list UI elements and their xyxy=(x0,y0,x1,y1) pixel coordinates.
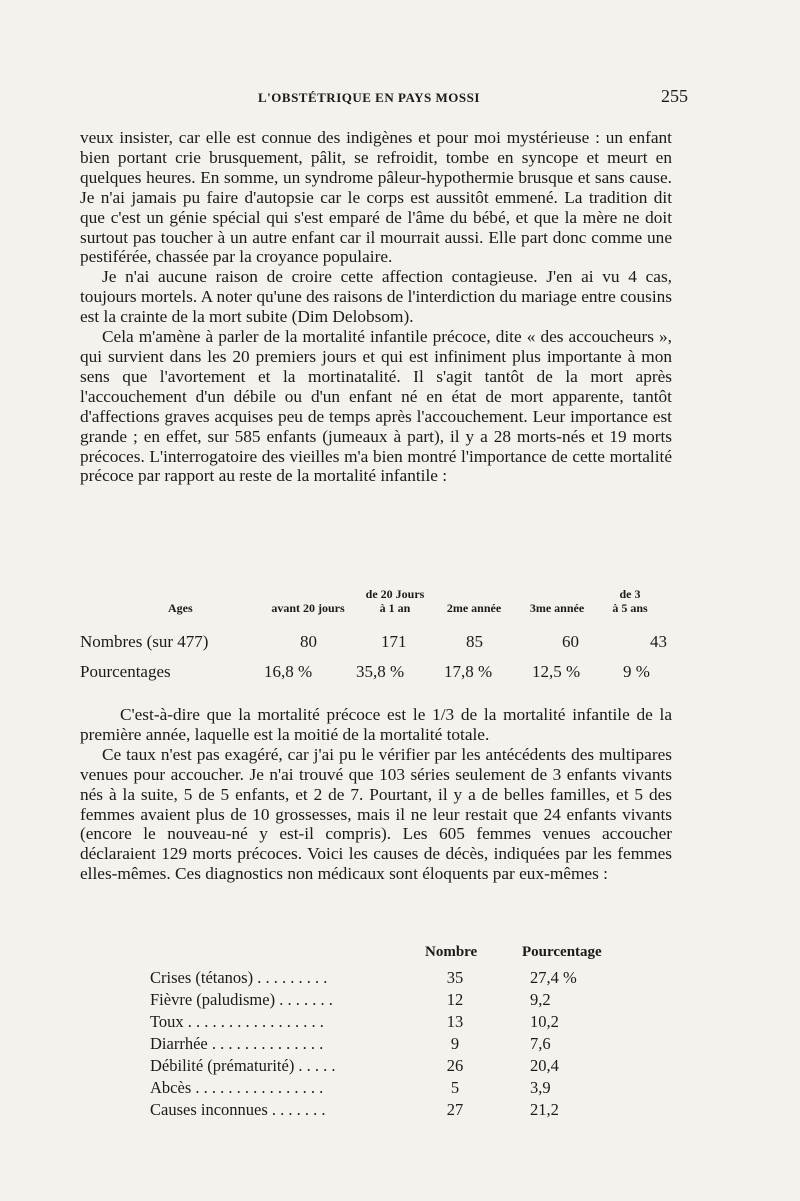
table-cell: 16,8 % xyxy=(264,662,313,681)
body-text-top xyxy=(80,128,672,486)
table-cell: 43 xyxy=(650,632,667,651)
row-label: Débilité (prématurité) . . . . . xyxy=(150,1056,336,1075)
table-cell: 171 xyxy=(381,632,407,651)
page-number: 255 xyxy=(661,86,688,106)
table-row xyxy=(150,1078,690,1098)
table-row xyxy=(150,1056,690,1076)
row-label: Abcès . . . . . . . . . . . . . . . . xyxy=(150,1078,324,1097)
table-cell: 60 xyxy=(562,632,579,651)
table-cell: 80 xyxy=(300,632,317,651)
row-label: Nombres (sur 477) xyxy=(80,632,209,651)
running-header xyxy=(80,86,688,110)
table-cell: 5 xyxy=(450,1078,460,1097)
table-column-header: 2me année xyxy=(446,601,502,615)
table-cell: 7,6 xyxy=(530,1034,551,1053)
paragraph: Cela m'amène à parler de la mortalité infantile précoce, dite « des accoucheurs », qui survient dans les 20 premiers jours et qui est infiniment plus importante à mon sens que l'avortement et la mortinatalité. Il s'agit tantôt de la mort après l'accouchement d'un débile ou d'un enfant né en état de mort apparente, tantôt d'affections graves acquises peu de temps après l'accouchement. Leur importance est grande ; en effet, sur 585 enfants (jumeaux à part), il y a 28 morts-nés et 19 morts précoces. L'interrogatoire des vieilles m'a bien montré l'importance de cette mortalité précoce par rapport au reste de la mortalité infantile : xyxy=(80,327,672,486)
paragraph: C'est-à-dire que la mortalité précoce est le 1/3 de la mortalité infantile de la première année, laquelle est la moitié de la mortalité totale. xyxy=(80,705,672,744)
paragraph: Je n'ai aucune raison de croire cette affection contagieuse. J'en ai vu 4 cas, toujours mortels. A noter qu'une des raisons de l'interdiction du mariage entre cousins est la crainte de la mort subite (Dim Delobsom). xyxy=(80,267,672,327)
table-row xyxy=(150,1012,690,1032)
table-cell: 12 xyxy=(446,990,464,1009)
row-label: Fièvre (paludisme) . . . . . . . xyxy=(150,990,333,1009)
table-cell: 20,4 xyxy=(530,1056,559,1075)
table-row xyxy=(150,1034,690,1054)
table-column-header: avant 20 jours xyxy=(271,601,345,615)
row-label: Causes inconnues . . . . . . . xyxy=(150,1100,326,1119)
table-row xyxy=(150,1100,690,1120)
table-column-header: 3me année xyxy=(529,601,585,615)
body-text-middle xyxy=(80,705,672,884)
table-cell: 85 xyxy=(466,632,483,651)
causes-of-death-table xyxy=(150,944,690,1124)
running-title: L'OBSTÉTRIQUE EN PAYS MOSSI xyxy=(258,90,480,105)
table-cell: 9,2 xyxy=(530,990,551,1009)
table-cell: 9 % xyxy=(623,662,650,681)
table-cell: 21,2 xyxy=(530,1100,559,1119)
table-row xyxy=(150,968,690,988)
table-cell: 35,8 % xyxy=(356,662,405,681)
paragraph: veux insister, car elle est connue des indigènes et pour moi mystérieuse : un enfant bien portant crie brusquement, pâlit, se refroidit, tombe en syncope et meurt en quelques heures. En somme, un syndrome pâleur-hypothermie brusque et sans cause. Je n'ai jamais pu faire d'autopsie car le corps est aussitôt emmené. La tradition dit que c'est un génie spécial qui s'est emparé de l'âme du bébé, et que la mère ne doit surtout pas toucher à un autre enfant car il mourrait aussi. Elle part donc comme une pestiférée, chassée par la croyance populaire. xyxy=(80,128,672,267)
table-cell: 10,2 xyxy=(530,1012,559,1031)
table-cell: 27,4 % xyxy=(530,968,577,987)
mortality-by-age-table xyxy=(80,582,680,692)
row-label: Toux . . . . . . . . . . . . . . . . . xyxy=(150,1012,324,1031)
column-header-nombre: Nombre xyxy=(425,944,478,960)
table-column-header: de 3 à 5 ans xyxy=(612,587,648,615)
table-cell: 26 xyxy=(446,1056,464,1075)
table-row xyxy=(150,990,690,1010)
row-label: Pourcentages xyxy=(80,662,171,681)
paragraph: Ce taux n'est pas exagéré, car j'ai pu le vérifier par les antécédents des multipares venues pour accoucher. Je n'ai trouvé que 103 séries seulement de 3 enfants vivants nés à la suite, 5 de 5 enfants, et 2 de 7. Pourtant, il y a de belles familles, et 5 des femmes avaient plus de 10 grossesses, mais il ne leur restait que 24 enfants vivants (encore le nouveau-né y est-il compris). Les 605 femmes venues accoucher déclaraient 129 morts précoces. Voici les causes de décès, indiquées par les femmes elles-mêmes. Ces diagnostics non médicaux sont éloquents par eux-mêmes : xyxy=(80,744,672,884)
table-corner-label: Ages xyxy=(168,601,193,615)
table-cell: 27 xyxy=(446,1100,464,1119)
row-label: Diarrhée . . . . . . . . . . . . . . xyxy=(150,1034,324,1053)
column-header-pourcentage: Pourcentage xyxy=(522,944,602,960)
table-cell: 9 xyxy=(450,1034,460,1053)
table-cell: 3,9 xyxy=(530,1078,551,1097)
table-cell: 35 xyxy=(446,968,464,987)
table-cell: 13 xyxy=(446,1012,464,1031)
table-cell: 17,8 % xyxy=(444,662,493,681)
row-label: Crises (tétanos) . . . . . . . . . xyxy=(150,968,328,987)
table-column-header: de 20 Jours à 1 an xyxy=(365,587,425,615)
table-cell: 12,5 % xyxy=(532,662,581,681)
